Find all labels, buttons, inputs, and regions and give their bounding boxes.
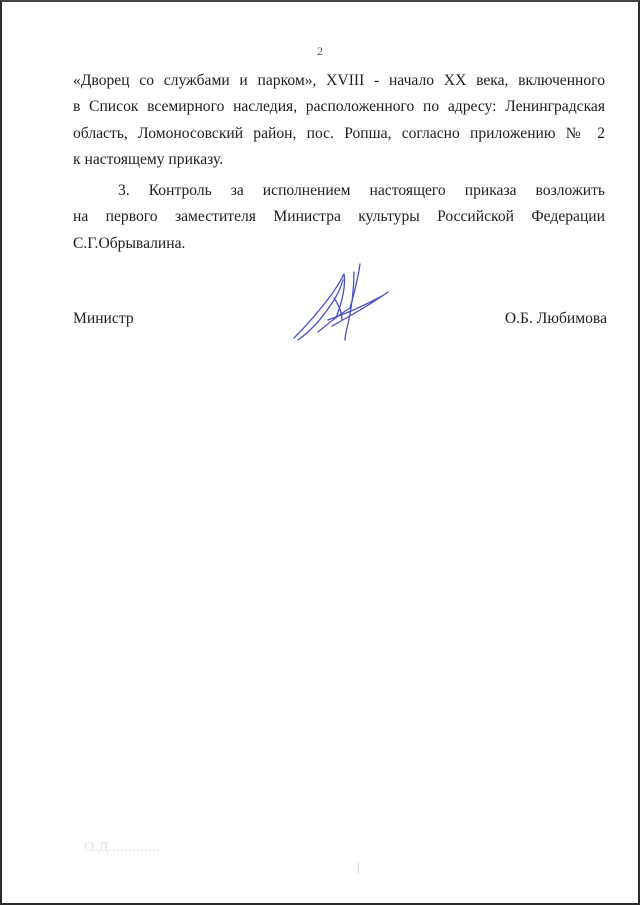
paragraph-object-description	[73, 68, 605, 173]
scan-artifact	[358, 862, 359, 874]
text-line: на первого заместителя Министра культуры Российской Федерации	[73, 208, 605, 226]
text-line: в Список всемирного наследия, расположенного по адресу: Ленинградская	[73, 98, 605, 116]
handwritten-signature	[288, 258, 392, 348]
text-line: 3. Контроль за исполнением настоящего приказа возложить	[118, 182, 605, 199]
text-line: «Дворец со службами и парком», XVIII - начало XX века, включенного	[73, 72, 605, 89]
text-line: С.Г.Обрывалина.	[73, 234, 186, 252]
text-line: к настоящему приказу.	[73, 150, 224, 168]
text-line: область, Ломоносовский район, пос. Ропша, согласно приложению № 2	[73, 124, 605, 142]
page-number: 2	[317, 44, 323, 58]
faded-stamp: О.Д.............	[84, 840, 161, 855]
signatory-title: Министр	[73, 310, 134, 327]
paragraph-control-clause	[73, 178, 605, 257]
signatory-name: О.Б. Любимова	[504, 310, 607, 327]
